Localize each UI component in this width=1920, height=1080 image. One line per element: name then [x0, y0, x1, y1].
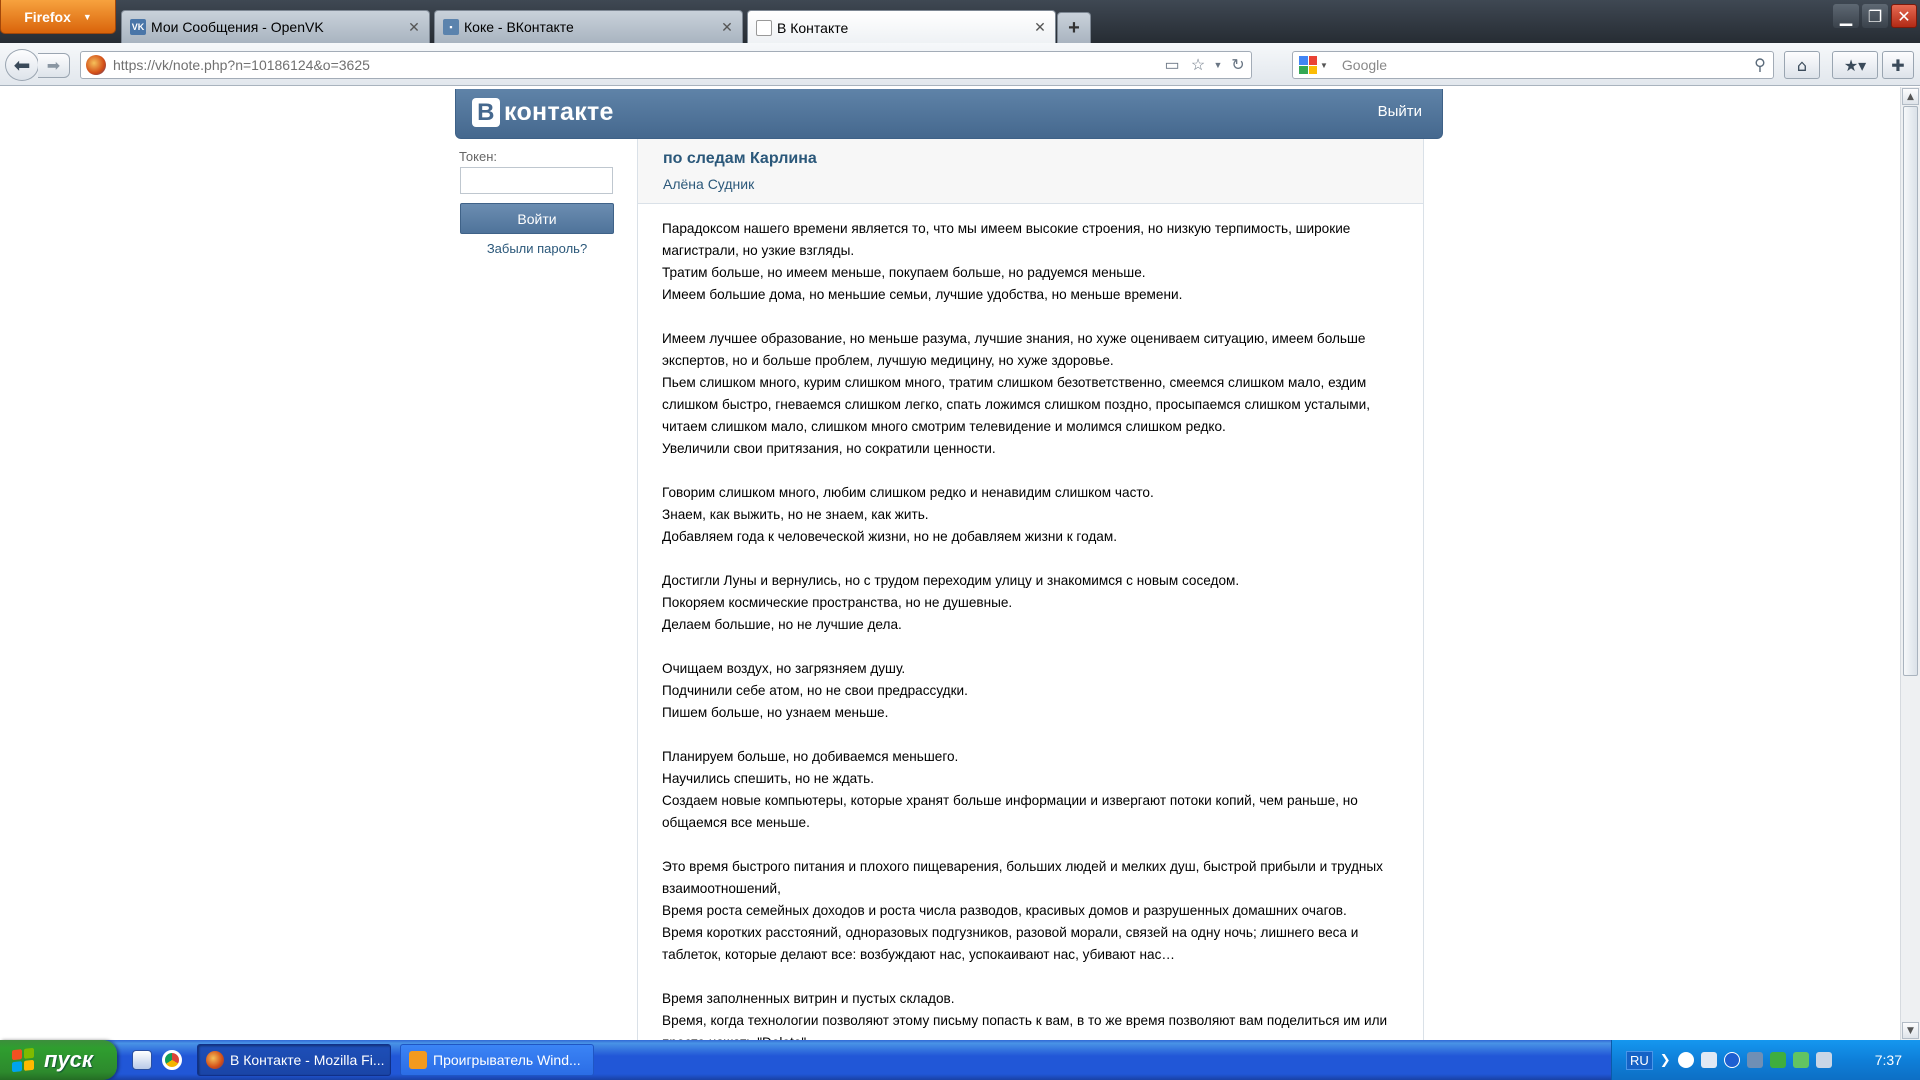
close-tab-icon[interactable]: ✕ — [721, 18, 733, 35]
forward-button[interactable] — [38, 53, 70, 78]
note-header — [638, 139, 1423, 204]
page-viewport — [0, 87, 1900, 1040]
history-dropdown-icon[interactable]: ▼ — [1213, 60, 1223, 70]
bookmarks-icon: ★▾ — [1843, 55, 1867, 75]
system-tray — [1611, 1040, 1920, 1080]
arrow-right-icon: ➡ — [46, 56, 61, 75]
navigation-toolbar — [0, 43, 1920, 86]
bookmarks-button[interactable] — [1832, 51, 1878, 79]
note-paragraph: Имеем лучшее образование, но меньше разума, лучшие знания, но хуже оцениваем ситуацию, имеем больше экспертов, но и больше проблем, лучшую медицину, но хуже здоровье. Пьем слишком много, курим слишком много, тратим слишком безответственно, смеемся слишком мало, ездим слишком быстро, гневаемся слишком легко, спать ложимся слишком поздно, просыпаемся слишком усталыми, читаем слишком мало, слишком много смотрим телевидение и молимся слишком редко. Увеличили свои притязания, но сократили ценности. — [662, 331, 1370, 456]
browser-tab-strip — [0, 0, 1920, 43]
start-button[interactable] — [0, 1040, 117, 1080]
network-icon[interactable] — [1701, 1052, 1717, 1068]
taskbar-item-media-player[interactable] — [400, 1044, 594, 1076]
restore-button[interactable]: ❐ — [1862, 4, 1888, 28]
firefox-icon — [206, 1051, 224, 1069]
close-tab-icon[interactable]: ✕ — [1034, 19, 1046, 35]
note-paragraph: Очищаем воздух, но загрязняем душу. Подчинили себе атом, но не свои предрассудки. Пишем больше, но узнаем меньше. — [662, 661, 968, 720]
skype-icon[interactable] — [1678, 1052, 1694, 1068]
back-button[interactable] — [5, 49, 39, 81]
note-author-link[interactable]: Алёна Судник — [663, 176, 755, 192]
search-icon[interactable]: ⚲ — [1754, 57, 1766, 74]
reader-view-icon[interactable]: ▭ — [1164, 57, 1180, 74]
puzzle-icon: ✚ — [1891, 55, 1905, 75]
tray-expand-icon[interactable]: ❯ — [1659, 1052, 1671, 1068]
volume-icon[interactable] — [1816, 1052, 1832, 1068]
new-tab-button[interactable] — [1057, 12, 1091, 43]
taskbar-item-label: В Контакте - Mozilla Fi... — [230, 1052, 385, 1068]
firefox-menu-label: Firefox — [24, 8, 71, 25]
security-flag-icon[interactable] — [1770, 1052, 1786, 1068]
tab-openvk-messages[interactable] — [121, 10, 430, 43]
arrow-left-icon: ⬅ — [13, 53, 31, 77]
vertical-scrollbar[interactable] — [1900, 87, 1920, 1040]
search-bar[interactable] — [1292, 51, 1774, 79]
vk-logo-letter: В — [472, 98, 500, 127]
address-bar[interactable] — [80, 51, 1252, 79]
vk-logo[interactable] — [472, 98, 614, 127]
taskbar-item-label: Проигрыватель Wind... — [433, 1052, 581, 1068]
url-host: https://vk — [113, 57, 170, 73]
login-button[interactable]: Войти — [460, 203, 614, 234]
firefox-menu-button[interactable] — [0, 0, 116, 34]
chevron-down-icon: ▼ — [82, 11, 92, 22]
taskbar-item-firefox[interactable] — [197, 1044, 391, 1076]
search-engine-dropdown-icon[interactable]: ▼ — [1320, 60, 1328, 70]
note-title: по следам Карлина — [663, 150, 817, 167]
home-button[interactable] — [1784, 51, 1820, 79]
windows-flag-icon — [12, 1048, 34, 1072]
url-text[interactable] — [113, 57, 1159, 73]
logout-link[interactable]: Выйти — [1377, 103, 1422, 120]
show-desktop-icon[interactable] — [132, 1050, 152, 1070]
note-panel — [637, 139, 1424, 1049]
scroll-down-icon[interactable]: ▼ — [1902, 1022, 1919, 1039]
addons-button[interactable] — [1882, 51, 1914, 79]
chrome-icon[interactable] — [162, 1050, 182, 1070]
note-paragraph: Говорим слишком много, любим слишком редко и ненавидим слишком часто. Знаем, как выжить, но не знаем, как жить. Добавляем года к человеческой жизни, но не добавляем жизни к годам. — [662, 485, 1154, 544]
chat-icon: ▪ — [443, 19, 459, 35]
note-paragraph: Время заполненных витрин и пустых складов. Время, когда технологии позволяют этому письму попасть к вам, в то же время позволяют вам поделиться им или — [662, 991, 1388, 1028]
forgot-password-link[interactable]: Забыли пароль? — [486, 241, 588, 256]
wifi-icon[interactable] — [1793, 1052, 1809, 1068]
page-icon — [756, 20, 772, 36]
minimize-button[interactable]: ▁ — [1833, 4, 1859, 28]
google-icon — [1299, 56, 1317, 74]
vk-header — [455, 89, 1443, 139]
token-input[interactable] — [460, 167, 613, 194]
note-paragraph: Парадоксом нашего времени является то, что мы имеем высокие строения, но низкую терпимость, широкие магистрали, но узкие взгляды. Тратим больше, но имеем меньше, покупаем больше, но радуемся меньше. Имеем большие дома, но меньшие семьи, лучшие удобства, но меньше времени. — [662, 221, 1351, 302]
note-paragraph: Планируем больше, но добиваемся меньшего. Научились спешить, но не ждать. Создаем новые компьютеры, которые хранят больше информации и извергают потоки копий, чем раньше, но общаемся все меньше. — [662, 749, 1358, 830]
language-indicator[interactable]: RU — [1626, 1051, 1653, 1070]
scroll-up-icon[interactable]: ▲ — [1902, 88, 1919, 105]
note-paragraph: Достигли Луны и вернулись, но с трудом переходим улицу и знакомимся с новым соседом. Покоряем космические пространства, но не душевные. Делаем большие, но не лучшие дела. — [662, 573, 1240, 632]
close-tab-icon[interactable]: ✕ — [408, 18, 420, 35]
vk-logo-text: контакте — [504, 98, 614, 126]
token-label: Токен: — [459, 149, 498, 164]
clock: 7:37 — [1874, 1052, 1902, 1068]
tab-title: В Контакте — [777, 19, 849, 36]
safely-remove-icon[interactable] — [1747, 1052, 1763, 1068]
firefox-site-icon — [86, 55, 106, 75]
reload-icon[interactable]: ↻ — [1231, 57, 1245, 74]
scrollbar-thumb[interactable] — [1903, 106, 1918, 676]
bookmark-star-icon[interactable]: ☆ — [1190, 57, 1206, 74]
media-player-icon — [409, 1051, 427, 1069]
url-path: /note.php?n=10186124&o=3625 — [169, 57, 370, 73]
note-paragraph: Это время быстрого питания и плохого пищеварения, больших людей и мелких душ, быстрой прибыли и трудных взаимоотношений, Время роста семейных доходов и роста числа разводов, красивых домов и разрушенных домашних очагов. Время коротких расстояний, одноразовых подгузников, разовой морали, связей на одну ночь; лишнего веса и таблеток, которые делают все: возбуждают нас, успокаивают нас, убивают нас… — [662, 859, 1383, 962]
bluetooth-icon[interactable] — [1724, 1052, 1740, 1068]
note-body — [638, 204, 1423, 1054]
tab-v-kontakte[interactable] — [747, 10, 1056, 44]
home-icon: ⌂ — [1796, 55, 1808, 75]
start-label: пуск — [44, 1047, 94, 1072]
close-window-button[interactable]: ✕ — [1891, 4, 1917, 28]
search-placeholder: Google — [1341, 57, 1388, 73]
tab-title: Мои Сообщения - OpenVK — [151, 19, 324, 35]
plus-icon: + — [1068, 16, 1080, 39]
tab-title: Коке - ВКонтакте — [464, 19, 574, 35]
vk-icon: VK — [130, 19, 146, 35]
tab-koke-vkontakte[interactable] — [434, 10, 743, 43]
windows-taskbar — [0, 1040, 1920, 1080]
login-sidebar — [455, 139, 637, 1040]
